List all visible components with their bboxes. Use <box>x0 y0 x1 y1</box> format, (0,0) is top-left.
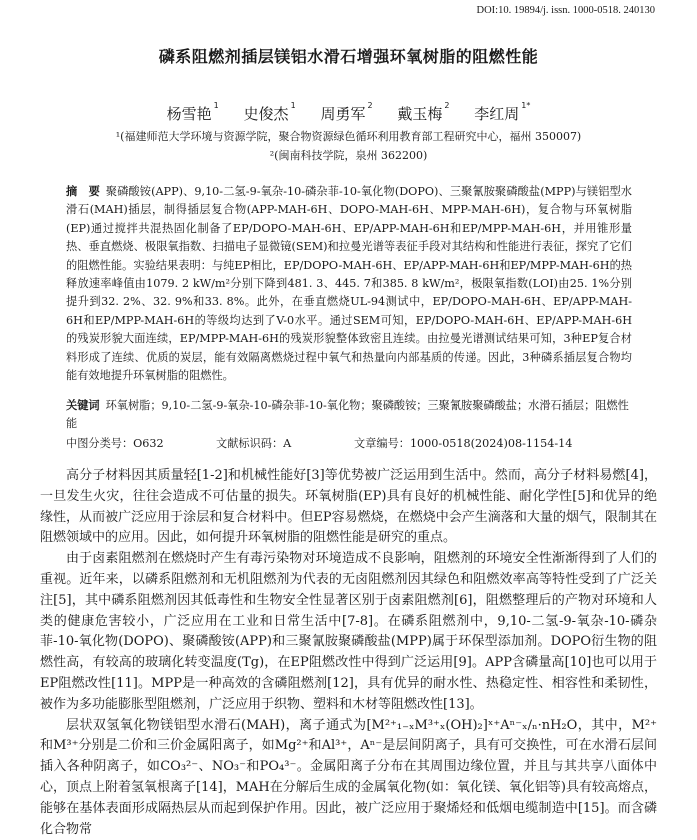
abstract <box>66 183 632 385</box>
keywords-label: 关键词 <box>66 399 100 412</box>
author-list <box>0 103 697 124</box>
author: 李红周 $^{1*}$ <box>474 101 531 123</box>
author: 周勇军 $^2$ <box>320 101 373 123</box>
paragraph: 高分子材料因其质量轻[1-2]和机械性能好[3]等优势被广泛运用到生活中。然而，高分子材料易燃[4]，一旦发生火灾，往往会造成不可估量的损失。环氧树脂(EP)具有良好的机械性能、耐化学性[5]和优异的绝缘性，从而被广泛应用于涂层和复合材料中。但EP容易燃烧，在燃烧中会产生滴落和大量的烟气，限制其在阻燃领域中的应用。因此，如何提升环氧树脂的阻燃性能是研究的重点。 <box>40 468 657 546</box>
article-number: 文章编号：1000-0518(2024)08-1154-14 <box>354 437 573 450</box>
paper-title: 磷系阻燃剂插层镁铝水滑石增强环氧树脂的阻燃性能 <box>158 47 539 66</box>
affiliation-1: ¹(福建师范大学环境与资源学院，聚合物资源绿色循环利用教育部工程研究中心，福州 350007) <box>115 130 582 143</box>
clc-number: 中图分类号：O632 <box>66 437 164 450</box>
keywords <box>66 397 632 434</box>
keywords-text: 环氧树脂；9,10-二氢-9-氧杂-10-磷杂菲-10-氧化物；聚磷酸铵；三聚氰胺聚磷酸盐；水滑石插层；阻燃性能 <box>66 399 629 431</box>
author: 戴玉梅 $^2$ <box>397 101 450 123</box>
affiliation-2: ²(闽南科技学院，泉州 362200) <box>269 149 428 162</box>
author: 史俊杰 $^1$ <box>243 101 296 123</box>
abstract-label: 摘 要 <box>66 185 100 198</box>
paragraph: 由于卤素阻燃剂在燃烧时产生有毒污染物对环境造成不良影响，阻燃剂的环境安全性渐渐得到了人们的重视。近年来，以磷系阻燃剂和无机阻燃剂为代表的无卤阻燃剂因其绿色和阻燃效率高等特性受到了广泛关注[5]，其中磷系阻燃剂因其低毒性和生物安全性显著区别于卤素阻燃剂[6]，阻燃整理后的产物对环境和人类的健康危害较小，广泛应用在工业和日常生活中[7-8]。在磷系阻燃剂中，9,10-二氢-9-氧杂-10-磷杂菲-10-氧化物(DOPO)、聚磷酸铵(APP)和三聚氰胺聚磷酸盐(MPP)属于环保型添加剂。DOPO衍生物的阻燃性高，有较高的玻璃化转变温度(Tg)，在EP阻燃改性中得到广泛运用[9]。APP含磷量高[10]也可以用于EP阻燃改性[11]。MPP是一种高效的含磷阻燃剂[12]，具有优异的耐水性、热稳定性、相容性和柔韧性，被作为多功能膨胀型阻燃剂，广泛应用于织物、塑料和木材等阻燃改性[13]。 <box>40 551 657 712</box>
abstract-text: 聚磷酸铵(APP)、9,10-二氢-9-氧杂-10-磷杂菲-10-氧化物(DOPO)、三聚氰胺聚磷酸盐(MPP)与镁铝型水滑石(MAH)插层，制得插层复合物(APP-MAH-6H、DOPO-MAH-6H、MPP-MAH-6H)，复合物与环氧树脂(EP)通过搅拌共混热固化制备了EP/DOPO-MAH-6H、EP/APP-MAH-6H和EP/MPP-MAH-6H，并用锥形量热、垂直燃烧、极限氧指数、扫描电子显微镜(SEM)和拉曼光谱等表征手段对其结构和性能进行表征，探究了它们的阻燃性能。实验结果表明：与纯EP相比，EP/DOPO-MAH-6H、EP/APP-MAH-6H和EP/MPP-MAH-6H的热释放速率峰值由1079. 2 kW/m²分别下降到481. 3、445. 7和385. 8 kW/m²，极限氧指数(LOI)由25. 1%分别提升到32. 2%、32. 9%和33. 8%。此外，在垂直燃烧UL-94测试中，EP/DOPO-MAH-6H、EP/APP-MAH-6H和EP/MPP-MAH-6H的等级均达到了V-0水平。通过SEM可知，EP/DOPO-MAH-6H、EP/APP-MAH-6H的残炭形貌大面连续，EP/MPP-MAH-6H的残炭形貌整体致密且连续。由拉曼光谱测试结果可知，3种EP复合材料形成了连续、优质的炭层，能有效隔离燃烧过程中氧气和热量向内部基质的传递。因此，3种磷系插层复合物均能有效地提升环氧树脂的阻燃性。 <box>66 185 632 383</box>
doi: DOI:10. 19894/j. issn. 1000-0518. 240130 <box>476 5 655 16</box>
paragraph: 层状双氢氧化物镁铝型水滑石(MAH)，离子通式为[M²⁺₁₋ₓM³⁺ₓ(OH)₂]ˣ⁺Aⁿ⁻ₓ/ₙ·nH₂O，其中，M²⁺和M³⁺分别是二价和三价金属阳离子，如Mg²⁺和Al³⁺，Aⁿ⁻是层间阴离子，具有可交换性，可在水滑石层间插入各种阴离子，如CO₃²⁻、NO₃⁻和PO₄³⁻。金属阳离子分布在其周围边缘位置，并且与其共享八面体中心，顶点上附着氢氧根离子[14]，MAH在分解后生成的金属氧化物(如：氧化镁、氧化铝等)具有较高熔点，能够在基体表面形成隔热层从而起到保护作用。因此，被广泛应用于聚烯烃和低烟电缆制造中[15]。而含磷化合物常 <box>40 717 657 837</box>
author: 杨雪艳 $^1$ <box>166 101 219 123</box>
document-code: 文献标识码：A <box>216 437 292 450</box>
body-text <box>40 466 657 840</box>
